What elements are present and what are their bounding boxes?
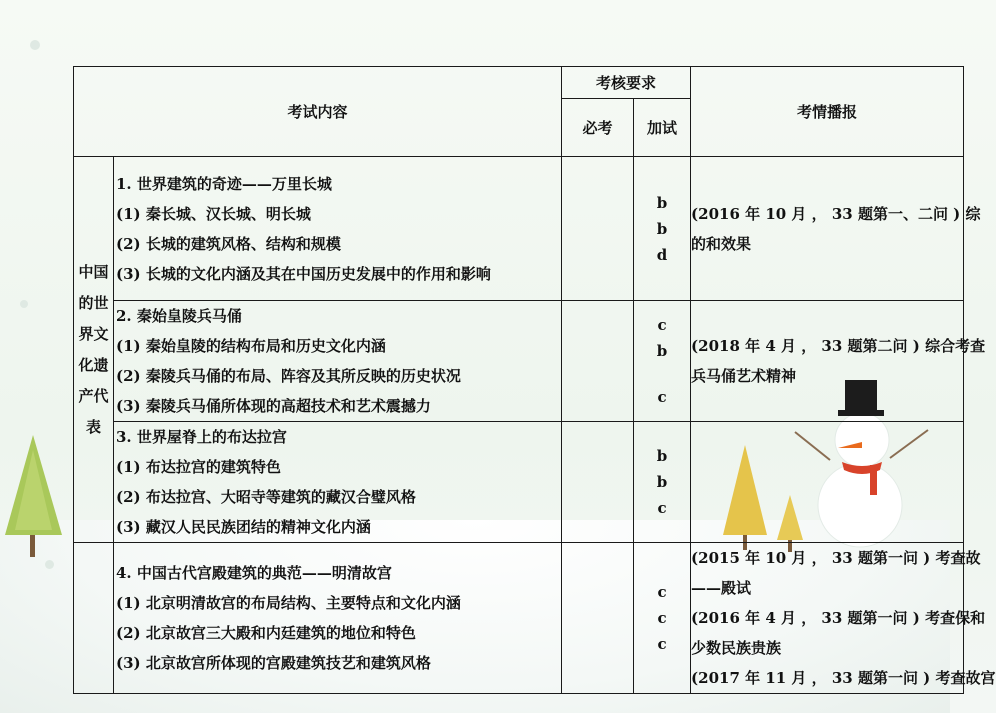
section-item: (1) 北京明清故宫的布局结构、主要特点和文化内涵 bbox=[116, 594, 461, 612]
section-item: (1) 布达拉宫的建筑特色 bbox=[116, 458, 281, 476]
section-title: 2. 秦始皇陵兵马俑 bbox=[116, 307, 242, 325]
grade-value: c bbox=[657, 583, 667, 601]
header-required: 必考 bbox=[562, 99, 634, 157]
tree-illustration bbox=[0, 430, 70, 560]
section-title: 3. 世界屋脊上的布达拉宫 bbox=[116, 428, 287, 446]
extra-grade-cell bbox=[634, 543, 691, 694]
extra-grade-cell bbox=[634, 301, 691, 422]
extra-grade-cell bbox=[634, 157, 691, 301]
section-item: (3) 藏汉人民民族团结的精神文化内涵 bbox=[116, 518, 371, 536]
snowflake-decoration bbox=[30, 40, 40, 50]
grade-value: b bbox=[656, 219, 668, 238]
snowflake-decoration bbox=[20, 300, 28, 308]
news-cell bbox=[691, 543, 996, 694]
section-content bbox=[114, 157, 562, 301]
category-cell-empty bbox=[74, 543, 114, 694]
header-content: 考试内容 bbox=[74, 67, 562, 157]
section-item: (3) 秦陵兵马俑所体现的高超技术和艺术震撼力 bbox=[116, 397, 431, 415]
section-item: (2) 长城的建筑风格、结构和规模 bbox=[116, 234, 341, 253]
grade-value: c bbox=[657, 316, 667, 334]
news-line: 的和效果 bbox=[691, 234, 752, 253]
required-cell bbox=[562, 157, 634, 301]
news-line: 兵马俑艺术精神 bbox=[691, 367, 797, 385]
section-item: (2) 布达拉宫、大昭寺等建筑的藏汉合璧风格 bbox=[116, 488, 416, 506]
grade-value: c bbox=[657, 388, 667, 406]
news-line: (2017 年 11 月 ， 33 题第一问 ) 考查故宫 bbox=[691, 669, 996, 687]
grade-value: c bbox=[657, 499, 667, 517]
section-title: 1. 世界建筑的奇迹——万里长城 bbox=[116, 174, 332, 193]
grade-value: b bbox=[656, 342, 668, 360]
news-line: (2016 年 4 月 ， 33 题第一问 ) 考查保和 bbox=[691, 609, 986, 627]
section-item: (3) 北京故宫所体现的宫殿建筑技艺和建筑风格 bbox=[116, 654, 431, 672]
required-cell bbox=[562, 422, 634, 543]
section-item: (1) 秦长城、汉长城、明长城 bbox=[116, 204, 311, 223]
category-label: 中国的世界文化遗产代表 bbox=[78, 262, 109, 436]
news-cell bbox=[691, 422, 964, 543]
news-line: (2016 年 10 月 ， 33 题第一、二问 ) 综 bbox=[691, 204, 981, 223]
news-cell bbox=[691, 157, 981, 301]
section-content bbox=[114, 543, 562, 694]
section-item: (2) 秦陵兵马俑的布局、阵容及其所反映的历史状况 bbox=[116, 367, 461, 385]
grade-value: b bbox=[656, 447, 668, 465]
section-title: 4. 中国古代宫殿建筑的典范——明清故宫 bbox=[116, 564, 392, 582]
category-cell bbox=[74, 157, 114, 543]
curriculum-table bbox=[73, 66, 996, 694]
grade-value: b bbox=[656, 473, 668, 491]
grade-value: c bbox=[657, 635, 667, 653]
news-line: (2018 年 4 月 ， 33 题第二问 ) 综合考查 bbox=[691, 337, 986, 355]
snowflake-decoration bbox=[45, 560, 54, 569]
news-cell bbox=[691, 301, 986, 422]
header-news: 考情播报 bbox=[691, 67, 964, 157]
grade-value: b bbox=[656, 193, 668, 212]
section-item: (3) 长城的文化内涵及其在中国历史发展中的作用和影响 bbox=[116, 264, 491, 283]
news-line: 少数民族贵族 bbox=[691, 639, 782, 657]
grade-value: d bbox=[656, 245, 668, 264]
required-cell bbox=[562, 301, 634, 422]
extra-grade-cell bbox=[634, 422, 691, 543]
news-line: ——殿试 bbox=[691, 579, 752, 597]
section-content bbox=[114, 422, 562, 543]
required-cell bbox=[562, 543, 634, 694]
section-item: (2) 北京故宫三大殿和内廷建筑的地位和特色 bbox=[116, 624, 416, 642]
section-item: (1) 秦始皇陵的结构布局和历史文化内涵 bbox=[116, 337, 386, 355]
header-extra: 加试 bbox=[634, 99, 691, 157]
news-line: (2015 年 10 月 ， 33 题第一问 ) 考查故 bbox=[691, 549, 981, 567]
section-content bbox=[114, 301, 562, 422]
grade-value: c bbox=[657, 609, 667, 627]
header-requirements: 考核要求 bbox=[562, 67, 691, 99]
